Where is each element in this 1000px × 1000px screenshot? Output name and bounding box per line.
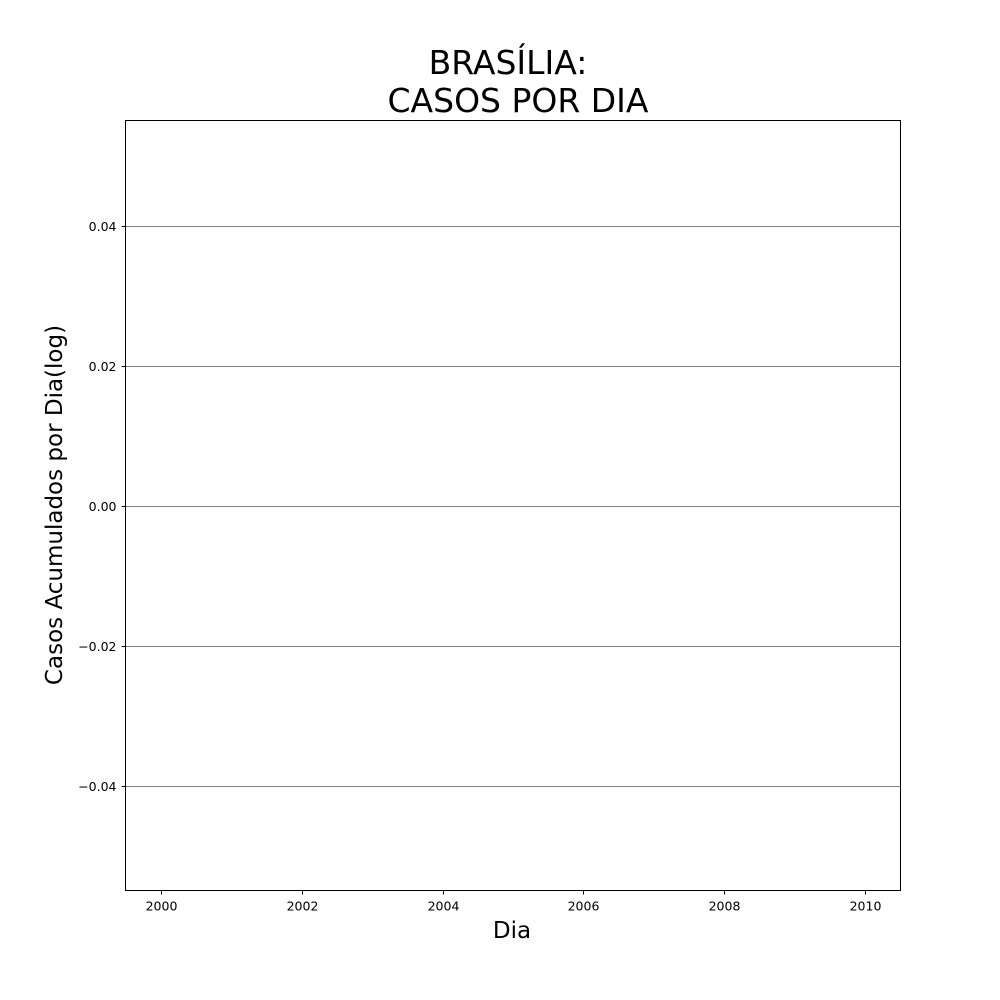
chart-title-line-1: BRASÍLIA: bbox=[428, 43, 588, 82]
chart-title-line-2: CASOS POR DIA bbox=[387, 81, 649, 120]
x-tick-label: 2004 bbox=[427, 898, 460, 914]
x-tick-label: 2010 bbox=[849, 898, 882, 914]
y-tick-label: 0.04 bbox=[88, 219, 117, 234]
x-tick-label: 2008 bbox=[708, 898, 741, 914]
y-tick-label: 0.00 bbox=[88, 499, 117, 514]
y-tick-label: −0.02 bbox=[78, 639, 117, 654]
y-tick-label: −0.04 bbox=[78, 779, 117, 794]
y-tick-label: 0.02 bbox=[88, 359, 117, 374]
x-tick-label: 2000 bbox=[145, 898, 178, 914]
x-tick-label: 2002 bbox=[286, 898, 319, 914]
x-tick-label: 2006 bbox=[567, 898, 600, 914]
x-axis-label: Dia bbox=[492, 918, 532, 944]
y-axis-label: Casos Acumulados por Dia(log) bbox=[42, 324, 68, 686]
